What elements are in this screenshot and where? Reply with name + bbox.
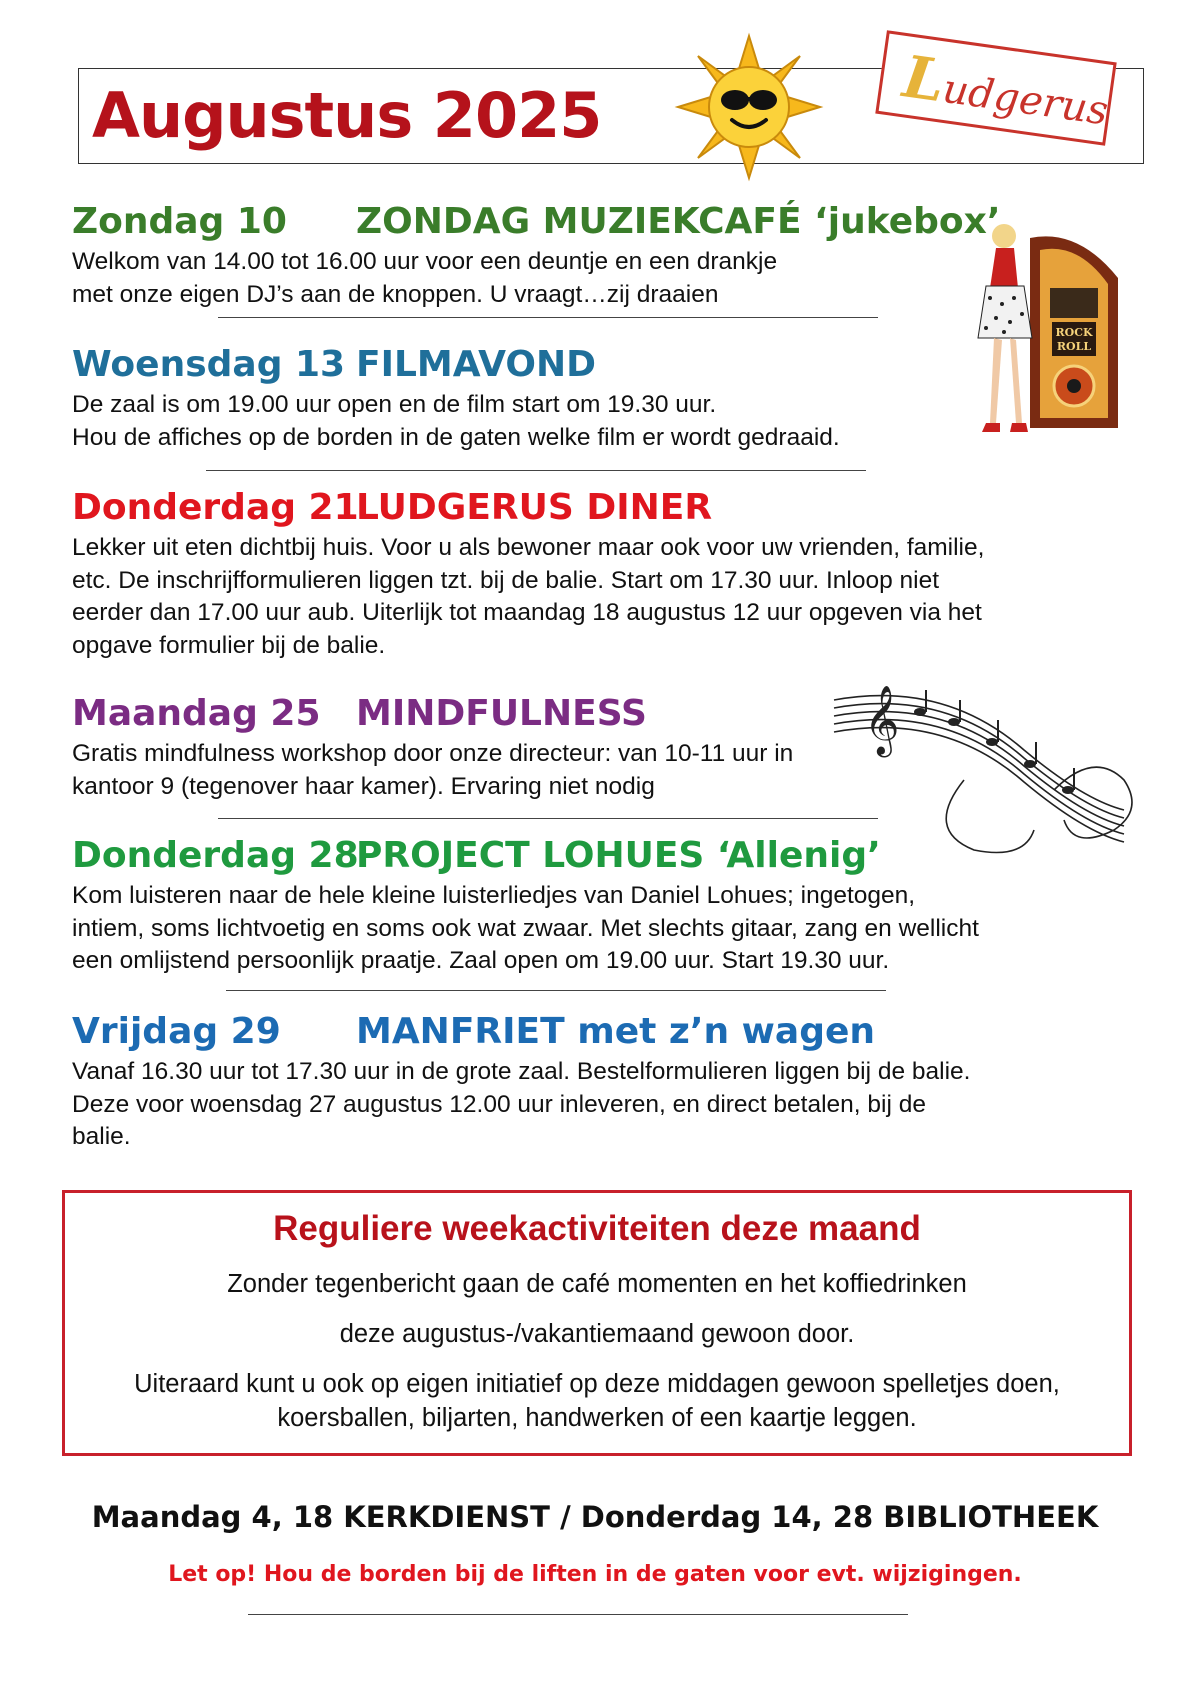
notice-text: Let op! Hou de borden bij de liften in de gaten voor evt. wijzigingen. bbox=[168, 1562, 1022, 1587]
ludgerus-logo: Ludgerus bbox=[875, 30, 1116, 145]
weekly-activities-text: koersballen, biljarten, handwerken of een kaartje leggen. bbox=[277, 1404, 917, 1432]
weekly-activities-text: Zonder tegenbericht gaan de café momenten en het koffiedrinken bbox=[227, 1270, 967, 1298]
event-day: Zondag 10 bbox=[72, 201, 287, 242]
section-divider bbox=[218, 818, 878, 819]
event-maandag-25 bbox=[72, 690, 932, 803]
event-day: Woensdag 13 bbox=[72, 344, 346, 385]
weekly-activities-box bbox=[62, 1190, 1132, 1456]
event-vrijdag-29 bbox=[72, 1008, 1132, 1154]
page-title: Augustus 2025 bbox=[92, 79, 602, 152]
event-description: Kom luisteren naar de hele kleine luisterliedjes van Daniel Lohues; ingetogen, intiem, soms lichtvoetig en soms ook wat zwaar. Met slechts gitaar, zang en wellicht een omlijstend persoonlijk praatje. Zaal open om 19.00 uur. Start 19.30 uur. bbox=[72, 882, 979, 974]
event-title: FILMAVOND bbox=[356, 344, 597, 385]
event-day: Donderdag 21 bbox=[72, 487, 359, 528]
weekly-activities-text: deze augustus-/vakantiemaand gewoon door. bbox=[339, 1320, 855, 1348]
event-donderdag-28 bbox=[72, 832, 1132, 978]
event-title: PROJECT LOHUES ‘Allenig’ bbox=[356, 835, 881, 876]
event-title: ZONDAG MUZIEKCAFÉ ‘jukebox’ bbox=[356, 201, 1001, 242]
event-day: Maandag 25 bbox=[72, 693, 321, 734]
event-title: MANFRIET met z’n wagen bbox=[356, 1011, 876, 1052]
svg-text:𝄞: 𝄞 bbox=[864, 685, 900, 755]
recurring-schedule: Maandag 4, 18 KERKDIENST / Donderdag 14, 28 BIBLIOTHEEK bbox=[91, 1500, 1099, 1534]
section-divider bbox=[206, 470, 866, 471]
event-description: Welkom van 14.00 tot 16.00 uur voor een deuntje en een drankje met onze eigen DJ’s aan de knoppen. U vraagt…zij draaien bbox=[72, 248, 778, 308]
event-day: Donderdag 28 bbox=[72, 835, 359, 876]
jukebox-badge-line1: ROCK bbox=[1055, 326, 1093, 339]
weekly-activities-title: Reguliere weekactiviteiten deze maand bbox=[273, 1209, 921, 1248]
event-donderdag-21 bbox=[72, 484, 1132, 662]
event-title: MINDFULNESS bbox=[356, 693, 647, 734]
event-day: Vrijdag 29 bbox=[72, 1011, 281, 1052]
event-title: LUDGERUS DINER bbox=[356, 487, 713, 528]
weekly-activities-text: Uiteraard kunt u ook op eigen initiatief op deze middagen gewoon spelletjes doen, bbox=[134, 1370, 1060, 1398]
event-woensdag-13 bbox=[72, 341, 972, 454]
event-description: Vanaf 16.30 uur tot 17.30 uur in de grote zaal. Bestelformulieren liggen bij de balie. Deze voor woensdag 27 augustus 12.00 uur inleveren, en direct betalen, bij de balie. bbox=[72, 1058, 971, 1150]
section-divider bbox=[248, 1614, 908, 1615]
event-description: De zaal is om 19.00 uur open en de film start om 19.30 uur. Hou de affiches op de borden in de gaten welke film er wordt gedraaid. bbox=[72, 391, 840, 451]
jukebox-badge-line2: ROLL bbox=[1056, 340, 1092, 353]
event-description: Lekker uit eten dichtbij huis. Voor u als bewoner maar ook voor uw vrienden, familie, etc. De inschrijfformulieren liggen tzt. bij de balie. Start om 17.30 uur. Inloop niet eerder dan 17.00 uur aub. Uiterlijk tot maandag 18 augustus 12 uur opgeven via het opgave formulier bij de balie. bbox=[72, 534, 985, 659]
jukebox-illustration bbox=[968, 218, 1128, 448]
event-zondag-10 bbox=[72, 198, 1001, 311]
sun-icon bbox=[674, 32, 824, 182]
section-divider bbox=[218, 317, 878, 318]
section-divider bbox=[226, 990, 886, 991]
event-description: Gratis mindfulness workshop door onze directeur: van 10-11 uur in kantoor 9 (tegenover haar kamer). Ervaring niet nodig bbox=[72, 740, 794, 800]
